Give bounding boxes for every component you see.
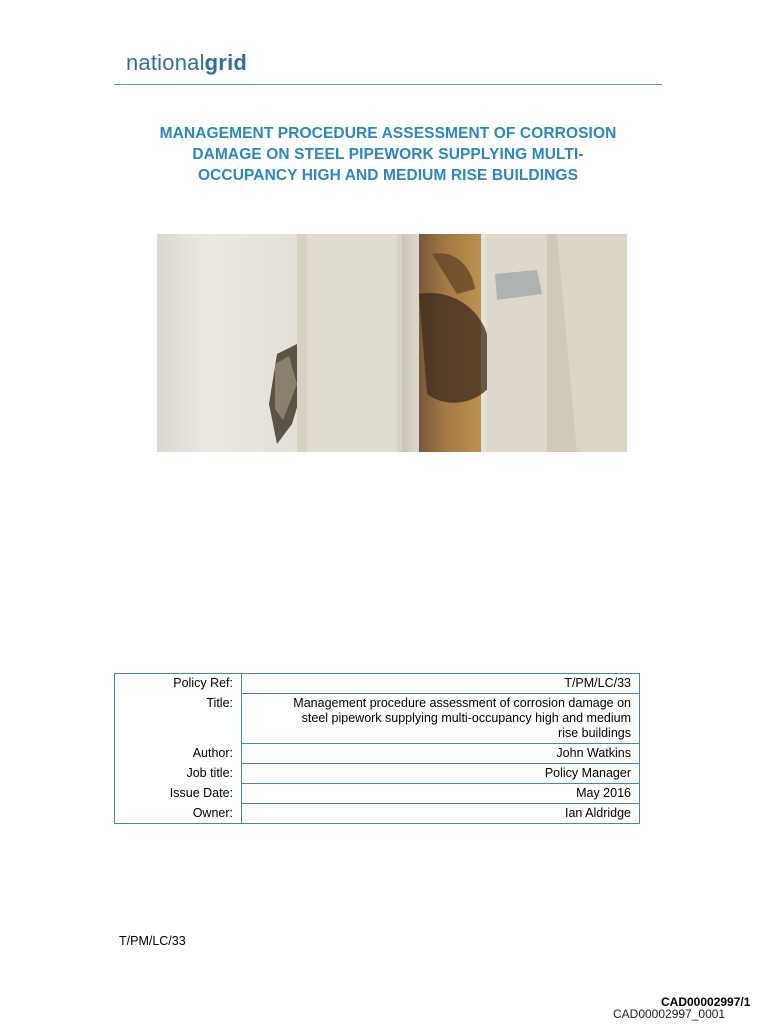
policy-ref-value: T/PM/LC/33	[242, 674, 640, 694]
issue-date-label: Issue Date:	[115, 784, 242, 804]
title-value	[242, 694, 640, 744]
table-row	[115, 674, 640, 694]
table-row	[115, 744, 640, 764]
title-value-line: steel pipework supplying multi-occupancy high and medium	[301, 711, 631, 725]
logo-text-grid: grid	[204, 50, 248, 75]
title-label: Title:	[115, 694, 242, 744]
job-title-label: Job title:	[115, 764, 242, 784]
table-row	[115, 784, 640, 804]
author-value: John Watkins	[242, 744, 640, 764]
footer-reference: T/PM/LC/33	[119, 934, 186, 948]
issue-date-value: May 2016	[242, 784, 640, 804]
owner-label: Owner:	[115, 804, 242, 824]
author-label: Author:	[115, 744, 242, 764]
title-value-line: Management procedure assessment of corrosion damage on	[293, 696, 631, 710]
national-grid-logo	[126, 50, 247, 76]
policy-ref-label: Policy Ref:	[115, 674, 242, 694]
title-line: OCCUPANCY HIGH AND MEDIUM RISE BUILDINGS	[197, 167, 579, 184]
document-details-table	[114, 673, 640, 824]
table-row	[115, 694, 640, 744]
logo-text-national: national	[126, 50, 205, 75]
owner-value: Ian Aldridge	[564, 806, 631, 820]
title-value-line: rise buildings	[558, 726, 631, 740]
table-row	[115, 764, 640, 784]
job-title-value: Policy Manager	[242, 764, 640, 784]
title-line: DAMAGE ON STEEL PIPEWORK SUPPLYING MULTI-	[192, 146, 584, 163]
document-title	[114, 123, 662, 186]
header-divider	[114, 84, 662, 85]
corroded-pipe-illustration	[157, 234, 627, 452]
table-row	[115, 804, 640, 824]
corroded-pipe-photo	[157, 234, 627, 452]
document-stamp-secondary: CAD00002997_0001	[613, 1007, 726, 1021]
title-line: MANAGEMENT PROCEDURE ASSESSMENT OF CORROSION	[159, 125, 617, 142]
document-stamp: CAD00002997/1	[661, 995, 751, 1009]
